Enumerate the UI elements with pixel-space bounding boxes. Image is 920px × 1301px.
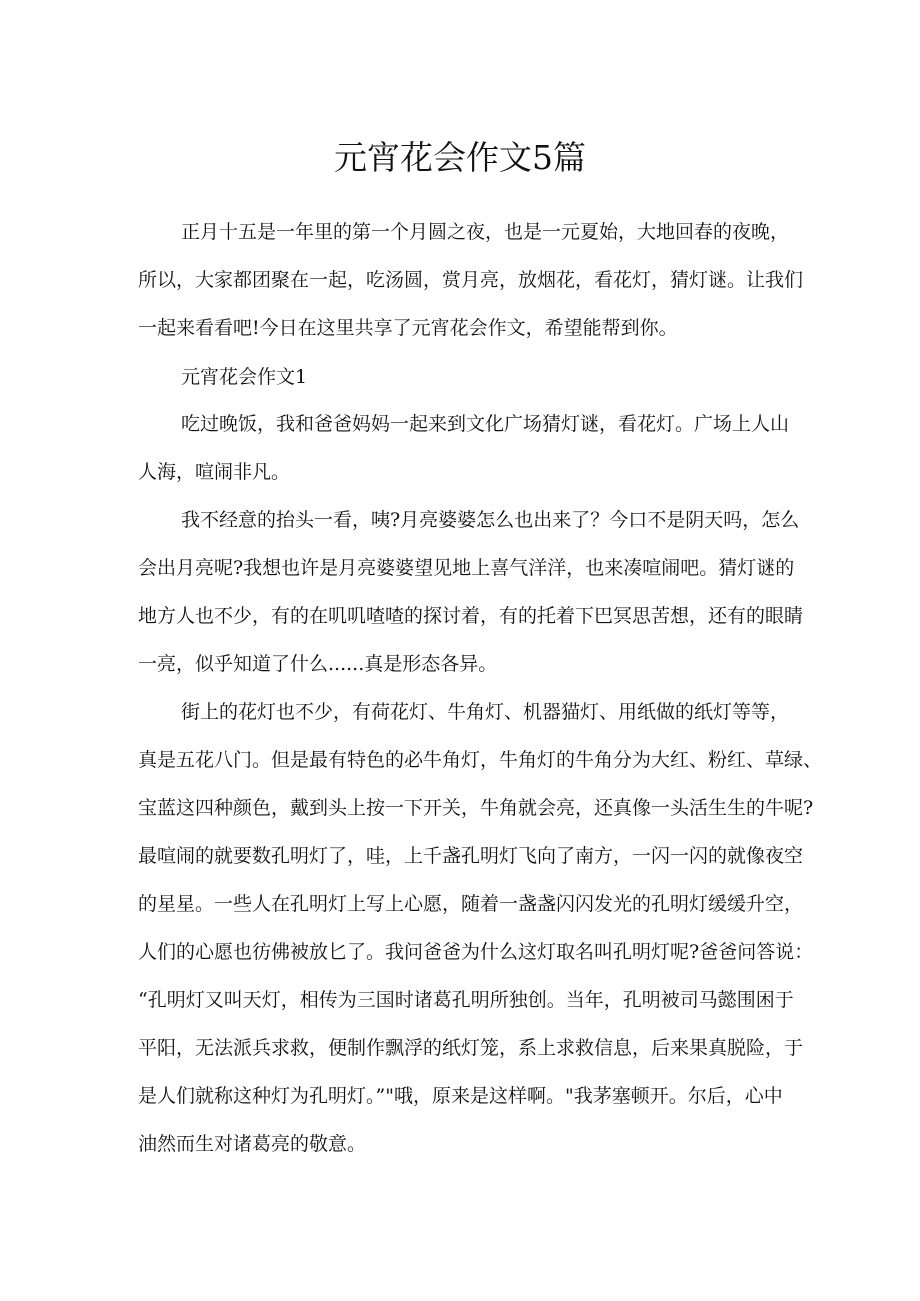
text-line: 街上的花灯也不少，有荷花灯、牛角灯、机器猫灯、用纸做的纸灯等等， bbox=[181, 701, 790, 723]
text-line: 真是五花八门。但是最有特色的必牛角灯，牛角灯的牛角分为大红、粉红、草绿、 bbox=[138, 749, 823, 771]
text-line: 人海，喧闹非凡。 bbox=[138, 461, 291, 483]
text-line: 所以，大家都团聚在一起，吃汤圆，赏月亮，放烟花，看花灯，猜灯谜。让我们 bbox=[138, 269, 804, 291]
text-line: 会出月亮呢?我想也许是月亮婆婆望见地上喜气洋洋，也来凑喧闹吧。猜灯谜的 bbox=[138, 557, 795, 579]
text-line: 地方人也不少，有的在叽叽喳喳的探讨着，有的托着下巴冥思苦想，还有的眼睛 bbox=[138, 605, 804, 627]
text-line: 的星星。一些人在孔明灯上写上心愿，随着一盏盏闪闪发光的孔明灯缓缓升空， bbox=[138, 893, 804, 915]
text-line: 一起来看看吧!今日在这里共享了元宵花会作文，希望能帮到你。 bbox=[138, 317, 678, 339]
text-line: 人们的心愿也彷佛被放匕了。我问爸爸为什么这灯取名叫孔明灯呢?爸爸问答说： bbox=[138, 941, 814, 963]
text-line: 油然而生对诸葛亮的敬意。 bbox=[138, 1133, 367, 1155]
text-line: 我不经意的抬头一看，咦?月亮婆婆怎么也出来了？今口不是阴天吗，怎么 bbox=[181, 509, 800, 531]
text-line: 最喧闹的就要数孔明灯了，哇，上千盏孔明灯飞向了南方，一闪一闪的就像夜空 bbox=[138, 845, 804, 867]
text-line: 是人们就称这种灯为孔明灯。”"哦，原来是这样啊。"我茅塞顿开。尔后，心中 bbox=[138, 1085, 783, 1107]
text-line: 吃过晚饭，我和爸爸妈妈一起来到文化广场猜灯谜，看花灯。广场上人山 bbox=[181, 413, 790, 435]
text-line: 一亮，似乎知道了什么......真是形态各异。 bbox=[138, 653, 498, 675]
text-line: 正月十五是一年里的第一个月圆之夜，也是一元夏始，大地回春的夜晚， bbox=[181, 221, 790, 243]
text-line: 平阳，无法派兵求救，便制作飘浮的纸灯笼，系上求救信息，后来果真脱险，于 bbox=[138, 1037, 804, 1059]
text-line: 宝蓝这四种颜色，戴到头上按一下开关，牛角就会亮，还真像一头活生生的牛呢? bbox=[138, 797, 814, 819]
section-heading: 元宵花会作文1 bbox=[181, 366, 308, 388]
text-line: “孔明灯又叫天灯，相传为三国时诸葛孔明所独创。当年，孔明被司马懿围困于 bbox=[138, 989, 794, 1011]
document-title: 元宵花会作文5篇 bbox=[334, 138, 586, 177]
